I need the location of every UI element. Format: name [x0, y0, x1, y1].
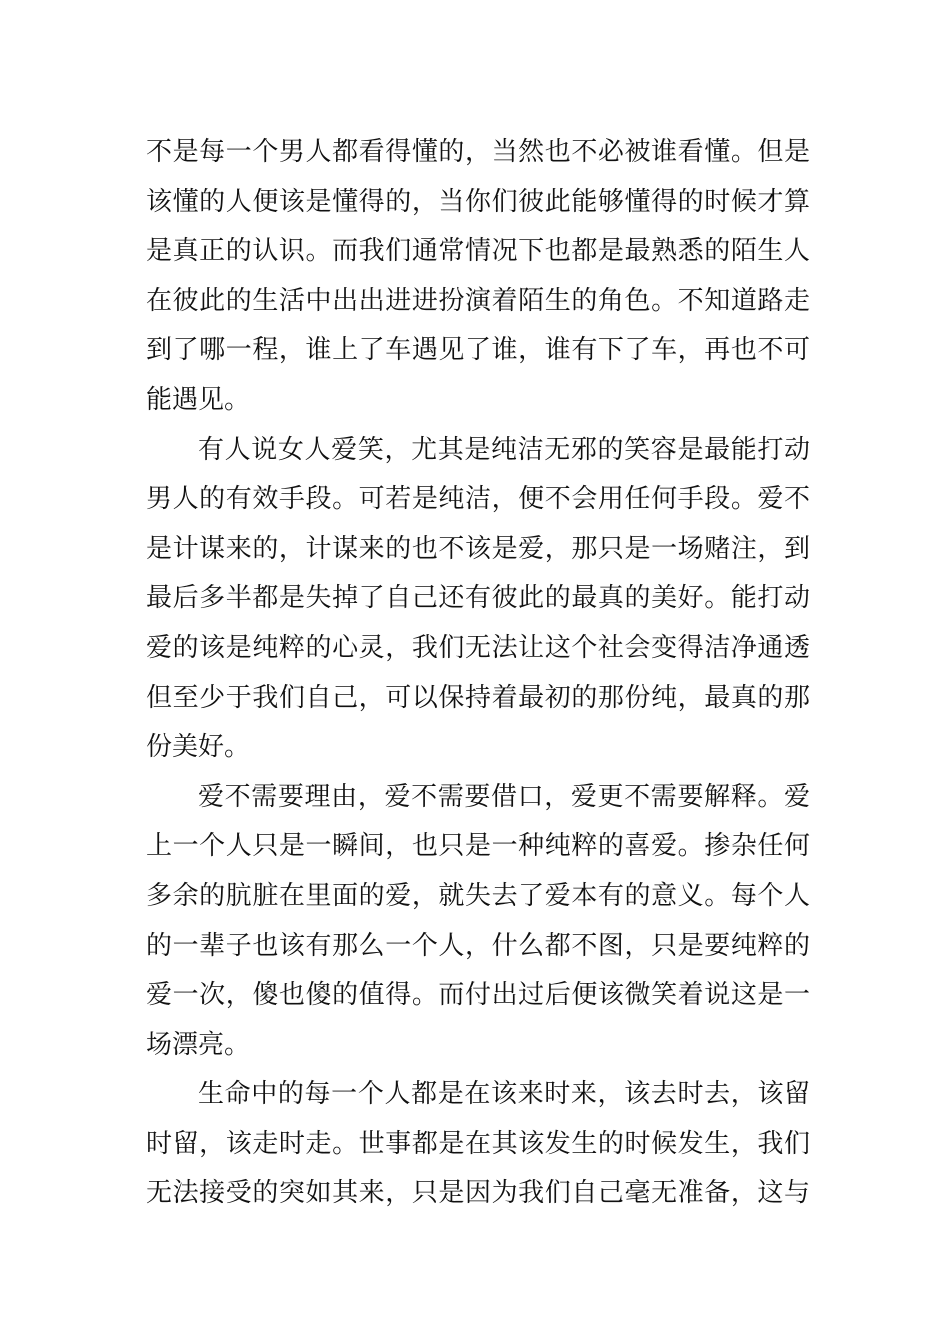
text-line: 是计谋来的，计谋来的也不该是爱，那只是一场赌注，到	[146, 533, 810, 564]
text-line: 多余的肮脏在里面的爱，就失去了爱本有的意义。每个人	[146, 880, 810, 911]
text-line: 该懂的人便该是懂得的，当你们彼此能够懂得的时候才算	[146, 186, 810, 217]
body-text	[146, 128, 810, 1219]
text-line: 爱的该是纯粹的心灵，我们无法让这个社会变得洁净通透	[146, 632, 810, 663]
text-line: 但至少于我们自己，可以保持着最初的那份纯，最真的那	[146, 682, 810, 713]
paragraph-first-line: 生命中的每一个人都是在该来时来，该去时去，该留	[198, 1079, 810, 1110]
text-line: 到了哪一程，谁上了车遇见了谁，谁有下了车，再也不可	[146, 335, 810, 366]
text-line: 最后多半都是失掉了自己还有彼此的最真的美好。能打动	[146, 583, 810, 614]
text-line: 能遇见。	[146, 384, 251, 415]
text-line: 无法接受的突如其来，只是因为我们自己毫无准备，这与	[146, 1178, 810, 1209]
paragraph-first-line: 有人说女人爱笑，尤其是纯洁无邪的笑容是最能打动	[198, 434, 810, 465]
text-line: 上一个人只是一瞬间，也只是一种纯粹的喜爱。掺杂任何	[146, 831, 810, 862]
text-line: 时留，该走时走。世事都是在其该发生的时候发生，我们	[146, 1128, 810, 1159]
text-line: 爱一次，傻也傻的值得。而付出过后便该微笑着说这是一	[146, 980, 810, 1011]
text-line: 不是每一个男人都看得懂的，当然也不必被谁看懂。但是	[146, 137, 810, 167]
text-line: 份美好。	[146, 732, 251, 763]
text-line: 是真正的认识。而我们通常情况下也都是最熟悉的陌生人	[146, 236, 810, 267]
text-line: 男人的有效手段。可若是纯洁，便不会用任何手段。爱不	[146, 484, 810, 515]
text-line: 在彼此的生活中出出进进扮演着陌生的角色。不知道路走	[146, 285, 810, 316]
text-line: 场漂亮。	[146, 1029, 251, 1060]
text-line: 的一辈子也该有那么一个人，什么都不图，只是要纯粹的	[146, 930, 810, 961]
paragraph-first-line: 爱不需要理由，爱不需要借口，爱更不需要解释。爱	[198, 781, 810, 812]
